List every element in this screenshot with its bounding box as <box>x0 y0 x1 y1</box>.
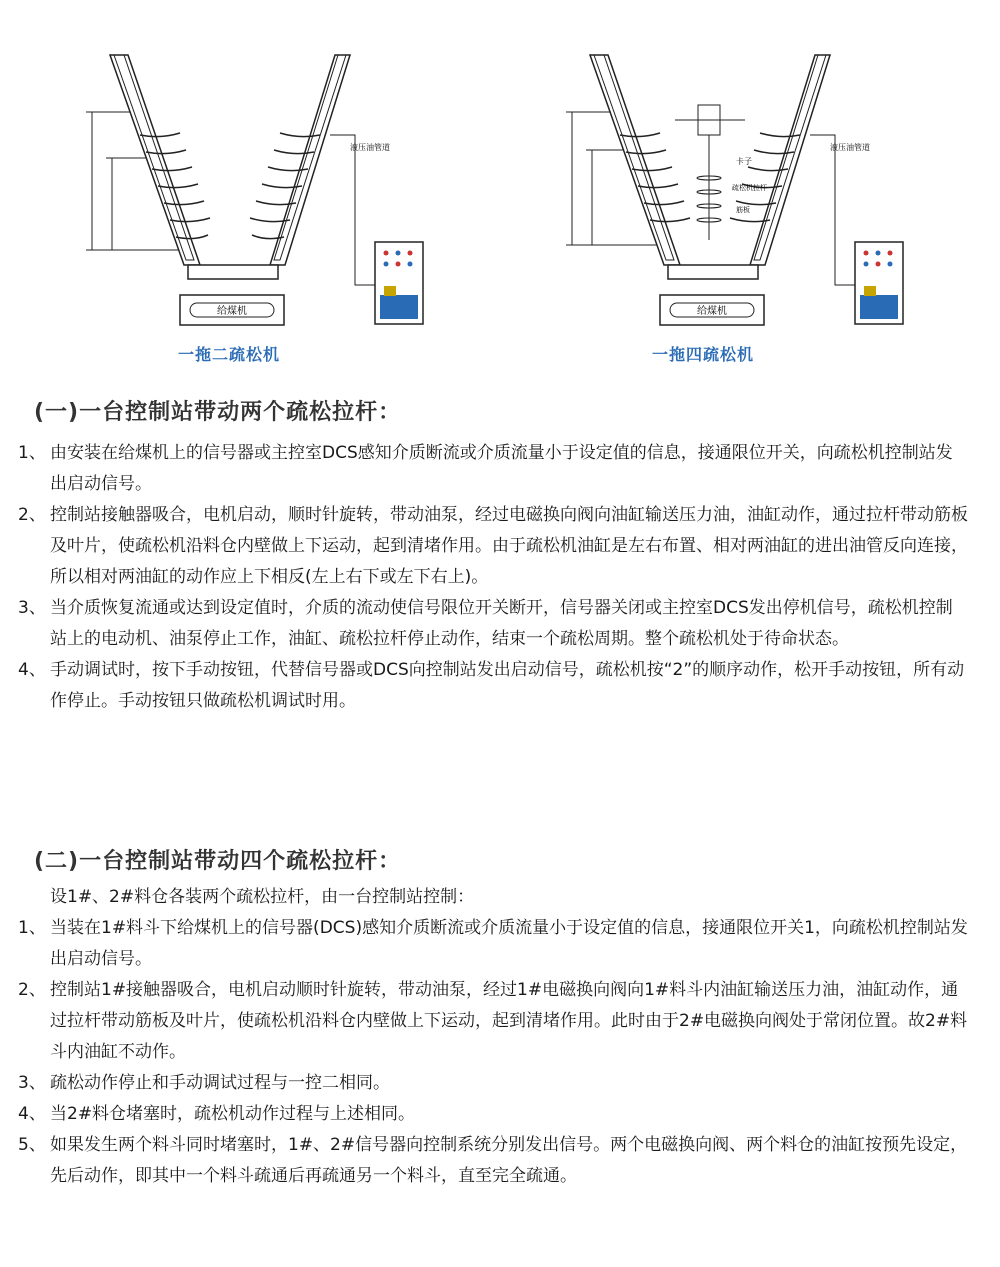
item-text: 手动调试时，按下手动按钮，代替信号器或DCS向控制站发出启动信号，疏松机按“2”的顺序动作，松开手动按钮，所有动作停止。手动按钮只做疏松机调试时用。 <box>50 660 965 711</box>
list-item <box>18 1130 968 1192</box>
item-text: 控制站接触器吸合，电机启动，顺时针旋转，带动油泵，经过电磁换向阀向油缸输送压力油，油缸动作，通过拉杆带动筋板及叶片，使疏松机沿料仓内壁做上下运动，起到清堵作用。由于疏松机油缸是左右布置、相对两油缸的进出油管反向连接，所以相对两油缸的动作应上下相反(左上右下或左下右上)。 <box>50 505 968 587</box>
item-text: 当介质恢复流通或达到设定值时，介质的流动使信号限位开关断开，信号器关闭或主控室DCS发出停机信号，疏松机控制站上的电动机、油泵停止工作，油缸、疏松拉杆停止动作，结束一个疏松周期。整个疏松机处于待命状态。 <box>50 598 953 649</box>
item-number: 5、 <box>18 1135 46 1155</box>
item-number: 1、 <box>18 443 46 463</box>
list-item <box>18 1068 968 1099</box>
plate-label: 筋板 <box>736 207 750 214</box>
list-item <box>18 500 968 593</box>
item-text: 由安装在给煤机上的信号器或主控室DCS感知介质断流或介质流量小于设定值的信息，接通限位开关，向疏松机控制站发出启动信号。 <box>50 443 953 494</box>
diagram-one-to-four <box>560 40 940 340</box>
list-item <box>18 593 968 655</box>
clip-label: 卡子 <box>736 157 752 166</box>
item-number: 4、 <box>18 660 46 680</box>
section2-intro: 设1#、2#料仓各装两个疏松拉杆，由一台控制站控制： <box>50 887 475 907</box>
list-item <box>18 913 968 975</box>
section1-list <box>18 438 968 717</box>
pipe-label: 液压油管道 <box>830 143 870 152</box>
feeder-label: 给煤机 <box>697 306 727 317</box>
feeder-label: 给煤机 <box>217 306 247 317</box>
diagram-one-to-two <box>80 40 460 340</box>
pipe-label: 液压油管道 <box>350 143 390 152</box>
item-number: 3、 <box>18 598 46 618</box>
section1-title: (一)一台控制站带动两个疏松拉杆： <box>34 400 402 425</box>
item-text: 疏松动作停止和手动调试过程与一控二相同。 <box>50 1073 390 1093</box>
caption-one-to-four: 一拖四疏松机 <box>652 345 755 364</box>
caption-one-to-two: 一拖二疏松机 <box>178 345 281 364</box>
list-item <box>18 438 968 500</box>
item-text: 控制站1#接触器吸合，电机启动顺时针旋转，带动油泵，经过1#电磁换向阀向1#料斗内油缸输送压力油，油缸动作，通过拉杆带动筋板及叶片，使疏松机沿料仓内壁做上下运动，起到清堵作用。此时由于2#电磁换向阀处于常闭位置。故2#料斗内油缸不动作。 <box>50 980 968 1062</box>
item-number: 1、 <box>18 918 46 938</box>
item-text: 如果发生两个料斗同时堵塞时，1#、2#信号器向控制系统分别发出信号。两个电磁换向阀、两个料仓的油缸按预先设定，先后动作，即其中一个料斗疏通后再疏通另一个料斗，直至完全疏通。 <box>50 1135 968 1186</box>
section2-list <box>18 882 968 1192</box>
item-text: 当装在1#料斗下给煤机上的信号器(DCS)感知介质断流或介质流量小于设定值的信息，接通限位开关1，向疏松机控制站发出启动信号。 <box>50 918 968 969</box>
rod-label: 疏松机拉杆 <box>732 185 767 192</box>
item-number: 2、 <box>18 980 46 1000</box>
list-item <box>18 1099 968 1130</box>
list-item <box>18 655 968 717</box>
item-number: 4、 <box>18 1104 46 1124</box>
section2-title: (二)一台控制站带动四个疏松拉杆： <box>34 849 402 874</box>
item-number: 3、 <box>18 1073 46 1093</box>
list-item <box>18 975 968 1068</box>
item-text: 当2#料仓堵塞时，疏松机动作过程与上述相同。 <box>50 1104 416 1124</box>
item-number: 2、 <box>18 505 46 525</box>
figures-area <box>0 0 1000 380</box>
